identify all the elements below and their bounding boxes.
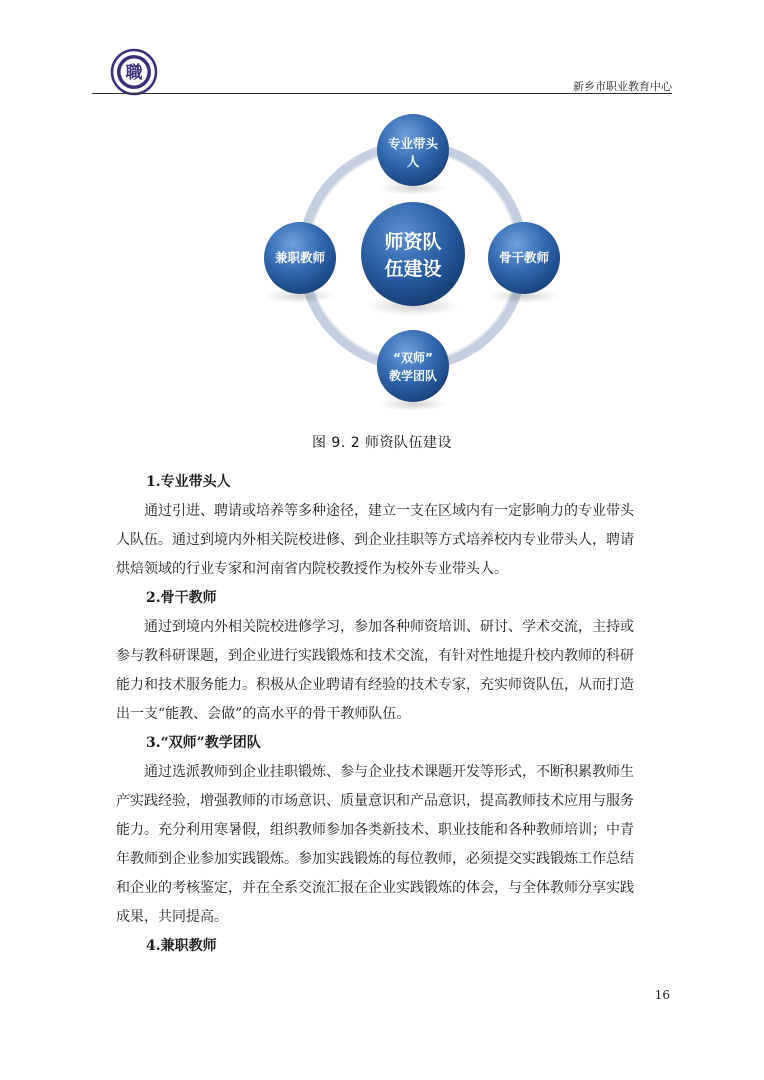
- node-right-label: 骨干教师: [498, 250, 550, 265]
- node-top-line2: 人: [406, 154, 420, 169]
- node-top-line1: 专业带头: [387, 136, 439, 151]
- paragraph-line: 通过到境内外相关院校进修学习，参加各种师资培训、研讨、学术交流，主持或: [144, 619, 634, 635]
- page-number: 16: [654, 988, 670, 1002]
- teacher-team-diagram: [0, 0, 764, 420]
- node-bottom: [377, 330, 449, 402]
- section-heading: 1.专业带头人: [146, 474, 231, 490]
- center-node: [361, 202, 465, 306]
- paragraph-line: 能力。充分利用寒暑假，组织教师参加各类新技术、职业技能和各种教师培训；中青: [116, 822, 634, 838]
- node-bottom-line1: “双师”: [393, 351, 433, 365]
- paragraph-line: 烘焙领域的行业专家和河南省内院校教授作为校外专业带头人。: [116, 561, 508, 577]
- paragraph-line: 产实践经验，增强教师的市场意识、质量意识和产品意识，提高教师技术应用与服务: [116, 793, 634, 809]
- paragraph-line: 参与教科研课题，到企业进行实践锻炼和技术交流，有针对性地提升校内教师的科研: [116, 648, 634, 664]
- node-bottom-line2: 教学团队: [388, 369, 438, 383]
- section-heading: 2.骨干教师: [146, 590, 217, 606]
- section-heading: 4.兼职教师: [146, 938, 217, 954]
- paragraph-line: 通过选派教师到企业挂职锻炼、参与企业技术课题开发等形式，不断积累教师生: [144, 764, 634, 780]
- paragraph-line: 能力和技术服务能力。积极从企业聘请有经验的技术专家，充实师资队伍，从而打造: [116, 677, 634, 693]
- section-paragraph: [116, 758, 676, 932]
- paragraph-line: 和企业的考核鉴定，并在全系交流汇报在企业实践锻炼的体会，与全体教师分享实践: [116, 880, 634, 896]
- figure-caption: 图 9. 2 师资队伍建设: [311, 435, 453, 451]
- center-label-line1: 师资队: [384, 231, 442, 253]
- paragraph-line: 出一支“能教、会做”的高水平的骨干教师队伍。: [116, 706, 411, 722]
- section-paragraph: [116, 497, 676, 584]
- node-left-label: 兼职教师: [274, 250, 326, 265]
- section-heading: 3.“双师”教学团队: [146, 735, 261, 751]
- center-label-line2: 伍建设: [384, 258, 442, 280]
- paragraph-line: 成果，共同提高。: [116, 909, 228, 925]
- section-paragraph: [116, 613, 676, 729]
- paragraph-line: 年教师到企业参加实践锻炼。参加实践锻炼的每位教师，必须提交实践锻炼工作总结: [116, 851, 634, 867]
- seal-glyph: 職: [125, 63, 143, 83]
- header-org-name: 新乡市职业教育中心: [573, 80, 672, 93]
- body-text: [116, 468, 676, 961]
- paragraph-line: 通过引进、聘请或培养等多种途径，建立一支在区域内有一定影响力的专业带头: [144, 503, 634, 519]
- paragraph-line: 人队伍。通过到境内外相关院校进修、到企业挂职等方式培养校内专业带头人，聘请: [116, 532, 634, 548]
